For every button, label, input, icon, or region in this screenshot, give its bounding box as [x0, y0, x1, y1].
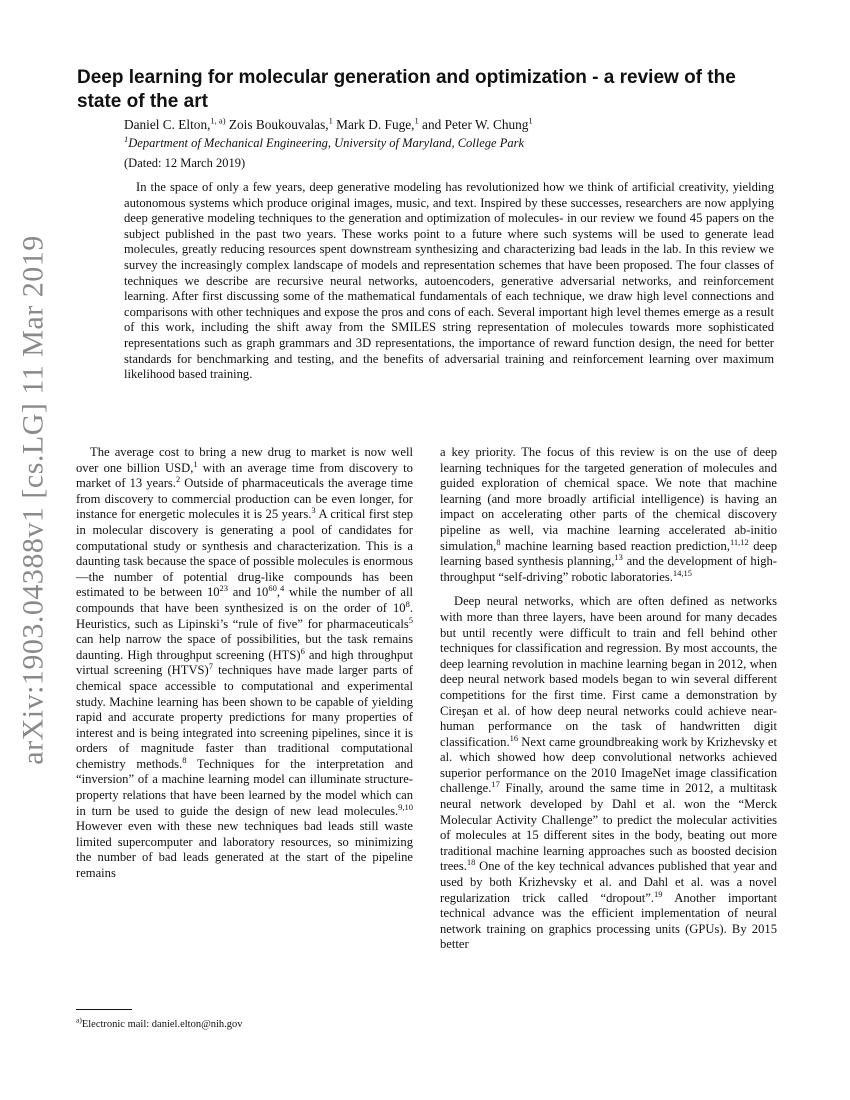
author-name: and Peter W. Chung — [422, 117, 529, 132]
abstract: In the space of only a few years, deep generative modeling has revolutionized how we think of artificial creativity, yielding autonomous systems which produce original images, music, and text. Inspired by these successes, researchers are now applying deep generative modeling techniques to the generation and optimization of molecules- in our review we found 45 papers on the subject published in the past two years. These works point to a future where such systems will be used to generate lead molecules, greatly reducing resources spent downstream synthesizing and characterizing bad leads in the lab. In this review we survey the increasingly complex landscape of models and representation schemes that have been proposed. The four classes of techniques we describe are recursive neural networks, autoencoders, generative adversarial networks, and reinforcement learning. After first discussing some of the mathematical fundamentals of each technique, we draw high level connections and comparisons with other techniques and expose the pros and cons of each. Several important high level themes emerge as a result of this work, including the shift away from the SMILES string representation of molecules towards more sophisticated representations such as graph grammars and 3D representations, the importance of reward function design, the need for better standards for benchmarking and testing, and the benefits of adversarial training and reinforcement learning over maximum likelihood based training. — [124, 180, 774, 382]
date-line: (Dated: 12 March 2019) — [124, 156, 246, 170]
paragraph-text: One of the key technical advances published that year and used by both Krizhevsky et al. and Dahl et al. was a novel regularization trick called “dropout”. — [440, 859, 777, 905]
affiliation-text: Department of Mechanical Engineering, University of Maryland, College Park — [128, 136, 524, 150]
affiliation-mark: 1 — [124, 133, 129, 144]
citation-superscript: 7 — [208, 661, 213, 672]
citation-superscript: 2 — [175, 474, 181, 484]
citation-superscript: 8 — [496, 536, 501, 547]
author-name: Mark D. Fuge, — [336, 117, 415, 132]
citation-superscript: 4 — [280, 583, 285, 594]
paragraph-text: The average cost to bring a new drug to market is now well over one billion USD, — [76, 445, 413, 475]
citation-superscript: 23 — [219, 583, 229, 594]
author-affiliation-mark: 1 — [414, 115, 419, 126]
affiliation — [124, 135, 774, 151]
body-paragraph — [440, 445, 777, 585]
paragraph-text: Finally, around the same time in 2012, a multitask neural network developed by Dahl et al. won the “Merck Molecular Activity Challenge” to predict the molecular activities of molecules at 15 different sites in the body, beating out more traditional machine learning approaches such as boosted decision trees. — [440, 781, 777, 874]
author-affiliation-mark: 1 — [528, 115, 533, 126]
citation-superscript: 5 — [408, 614, 413, 625]
paragraph-text: a key priority. The focus of this review is on the use of deep learning techniques for the targeted generation of molecules and guided exploration of chemical space. We note that machine learning (and more broadly artificial intelligence) is having an impact on accelerating other parts of the chemical discovery pipeline as well, via machine learning accelerated ab-initio simulation, — [440, 445, 777, 553]
citation-superscript: 60 — [268, 583, 277, 594]
paragraph-text: and 10 — [228, 585, 269, 600]
paragraph-text: and the development of high-throughput “self-driving” robotic laboratories. — [440, 554, 777, 584]
paragraph-text: Next came groundbreaking work by Krizhevsky et al. which showed how deep convolutional networks achieved superior performance on the 2010 ImageNet image classification challenge. — [440, 734, 777, 796]
paper-title: Deep learning for molecular generation and optimization - a review of the state of the art — [77, 67, 736, 112]
citation-superscript: 8 — [182, 754, 187, 765]
paragraph-text: However even with these new techniques bad leads still waste limited supercomputer and laboratory resources, so minimizing the number of bad leads generated at the start of the pipeline remains — [76, 819, 413, 881]
paragraph-text: A critical first step in molecular discovery is generating a pool of candidates for computational study or synthesis and characterization. This is a daunting task because the space of possible molecules is enormous—the number of potential drug-like compounds has been estimated to be between 10 — [76, 507, 413, 600]
citation-superscript: 9,10 — [398, 801, 413, 812]
citation-superscript: 3 — [311, 505, 316, 516]
paragraph-text: . Heuristics, such as Lipinski’s “rule of five” for pharmaceuticals — [76, 600, 413, 631]
body-paragraph — [76, 445, 413, 882]
paragraph-text: , — [276, 585, 281, 600]
body-column-left — [76, 445, 413, 882]
author-name: Daniel C. Elton, — [124, 117, 211, 132]
paragraph-text: can help narrow the space of possibilities, but the task remains daunting. High throughput screening (HTS) — [76, 632, 413, 662]
paragraph-text: machine learning based reaction prediction, — [500, 538, 730, 553]
citation-superscript: 13 — [614, 551, 623, 562]
citation-superscript: 17 — [491, 779, 500, 790]
arxiv-side-stamp — [10, 235, 58, 765]
paragraph-text: while the number of all compounds that have been synthesized is on the order of 10 — [76, 585, 413, 615]
footnote-rule — [76, 1009, 132, 1010]
author-affiliation-mark: 1 — [328, 115, 333, 126]
footnote-mark: a) — [76, 1015, 82, 1025]
body-column-right — [440, 445, 777, 953]
citation-superscript: 16 — [509, 732, 519, 743]
paragraph-text: and high throughput virtual screening (HTVS) — [76, 647, 413, 678]
paragraph-text: deep learning based synthesis planning, — [440, 538, 777, 569]
author-name: Zois Boukouvalas, — [228, 117, 329, 132]
paragraph-text: Another important technical advance was the efficient implementation of neural network training on graphics processing units (GPUs). By 2015 better — [440, 890, 777, 952]
citation-superscript: 19 — [654, 888, 663, 899]
arxiv-identifier: arXiv:1903.04388v1 [cs.LG] 11 Mar 2019 — [17, 235, 50, 765]
paragraph-text: Deep neural networks, which are often defined as networks with more than three layers, have been around for many decades but until recently were difficult to train and fell behind other techniques for classification and regression. By most accounts, the deep learning revolution in machine learning began in 2012, when deep neural network based models began to win several different competitions for the first time. First came a demonstration by Cireşan et al. of how deep neural networks could achieve near-human performance on the task of handwritten digit classification. — [440, 594, 777, 749]
paragraph-text: with an average time from discovery to market of 13 years. — [76, 460, 413, 491]
footnote — [76, 1015, 413, 1032]
paragraph-text: Techniques for the interpretation and “inversion” of a machine learning model can illuminate structure-property relations that have been learned by the model which can in turn be used to guide the design of new lead molecules. — [76, 756, 414, 818]
citation-superscript: 6 — [300, 645, 305, 656]
body-paragraph — [440, 594, 777, 953]
author-list — [124, 117, 774, 133]
citation-superscript: 11,12 — [730, 536, 749, 547]
citation-superscript: 18 — [466, 857, 476, 868]
citation-superscript: 1 — [193, 458, 198, 469]
author-affiliation-mark: 1, a) — [210, 115, 226, 126]
citation-superscript: 14,15 — [672, 567, 693, 578]
paragraph-text: Outside of pharmaceuticals the average time from discovery to commercial production can be even longer, for instance for energetic molecules it is 25 years. — [76, 476, 413, 522]
paragraph-text: techniques have made larger parts of chemical space accessible to computational and experimental study. Machine learning has been shown to be capable of yielding rapid and accurate property predictions for many properties of interest and is being integrated into screening pipelines, since it is orders of magnitude faster than traditional computational chemistry methods. — [76, 663, 413, 771]
citation-superscript: 8 — [405, 598, 410, 609]
footnote-text: Electronic mail: daniel.elton@nih.gov — [81, 1019, 243, 1030]
